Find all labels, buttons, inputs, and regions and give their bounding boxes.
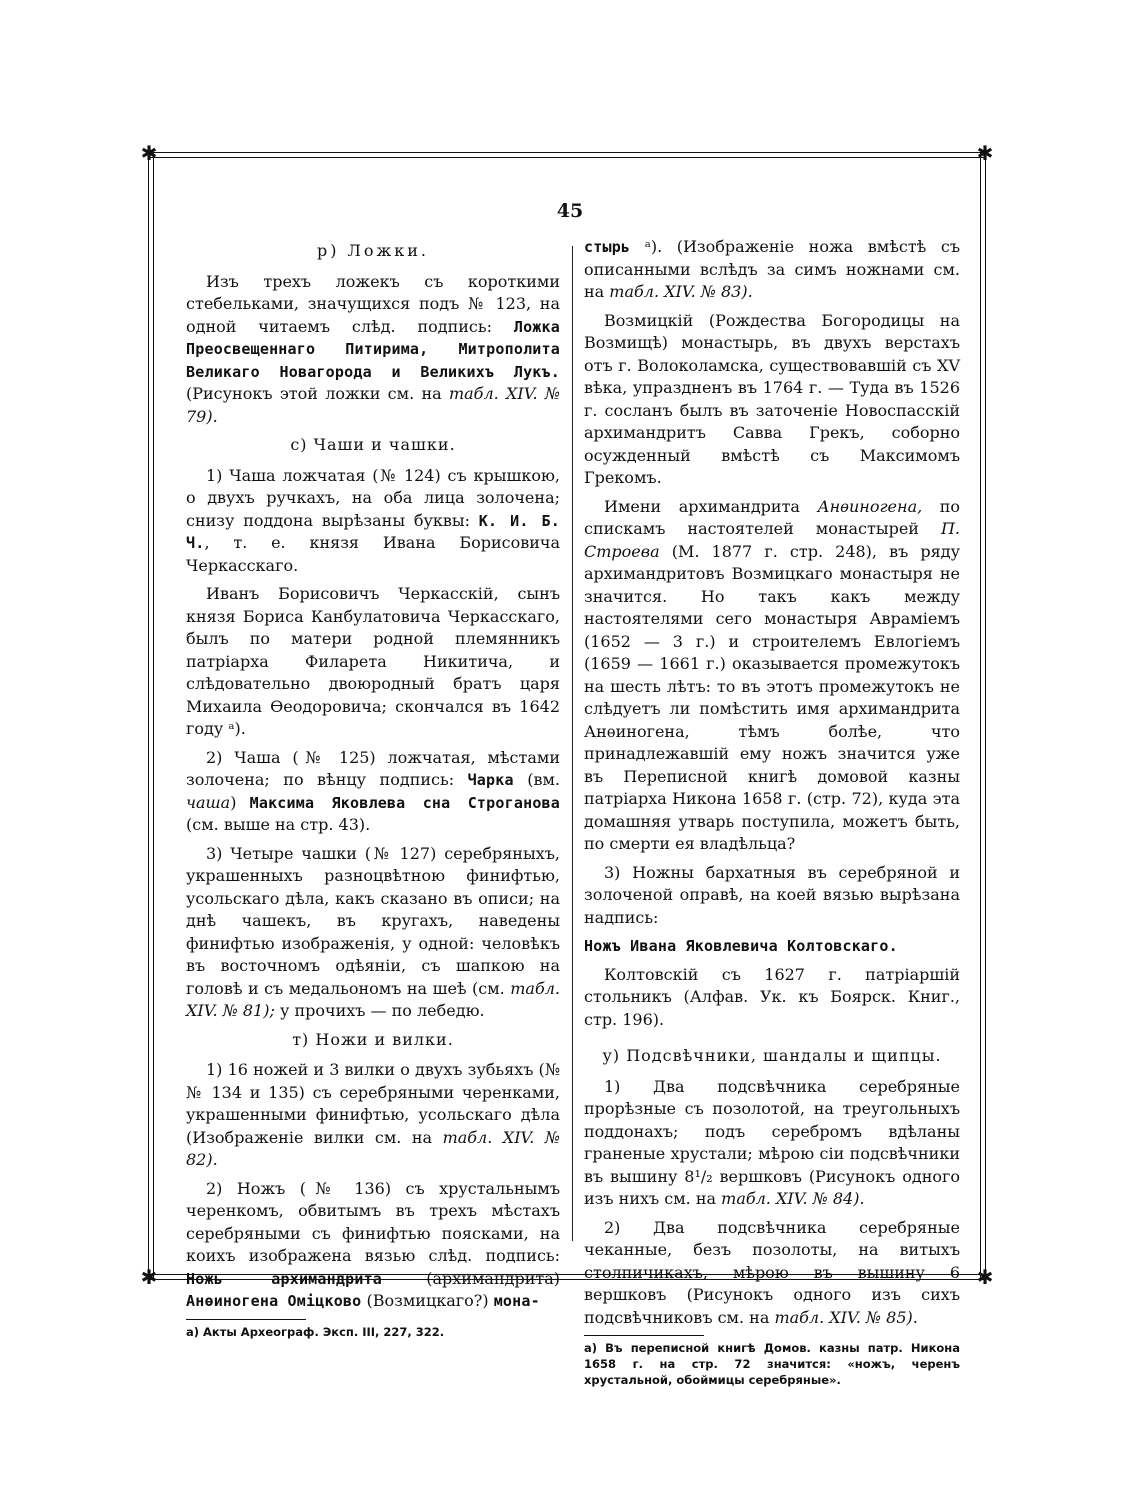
paragraph-sheath-inscription: [584, 935, 960, 958]
footnote-rule: [584, 1335, 704, 1336]
old-script-inscription: Чарка: [467, 771, 514, 789]
border-top-line: [148, 152, 986, 153]
paragraph-koltovsky: Колтовскій съ 1627 г. патріаршій стольникъ (Алфав. Ук. къ Боярск. Книг., стр. 196).: [584, 964, 960, 1029]
text-run: 1) Два подсвѣчника серебряные прорѣзные съ позолотой, на треугольныхъ поддонахъ; подъ серебромъ вдѣланы граненые хрустали; мѣрою сіи подсвѣчники въ вышину 8¹/₂ вершковъ (Рисунокъ одного изъ нихъ см. на: [584, 1076, 960, 1208]
table-reference: табл. XIV. № 85).: [774, 1307, 918, 1327]
table-reference: табл. XIV. № 82).: [186, 1127, 560, 1169]
page-number: 45: [556, 200, 584, 222]
paragraph-anfinogen: [584, 496, 960, 856]
right-column: [584, 236, 960, 1394]
border-top-line-inner: [148, 157, 986, 158]
text-run: 2) Чаша (№ 125) ложчатая, мѣстами золочена; по вѣнцу подпись:: [186, 747, 560, 789]
paragraph-knife-136: [186, 1178, 560, 1313]
old-script-inscription: Ножь архимандрита: [186, 1269, 383, 1288]
table-reference: табл. XIV. № 79).: [186, 384, 560, 426]
paragraph-cups-127: [186, 843, 560, 1023]
text-run: ᵃ). (Изображеніе ножа вмѣстѣ съ описанными вслѣдъ за симъ ножнами см. на: [584, 237, 960, 301]
border-right-line: [980, 152, 981, 1280]
border-right-line-inner: [985, 152, 986, 1280]
old-script-inscription: Анѳиногена Оміцково: [186, 1292, 362, 1310]
corner-ornament-icon: ✱: [976, 141, 994, 165]
old-script-inscription: стырь: [584, 238, 631, 256]
text-run: (вм.: [513, 770, 560, 789]
old-script-inscription: К. И. Б. Ч.: [186, 511, 560, 552]
paragraph-cup-125: [186, 747, 560, 837]
text-run: Имени архимандрита: [604, 496, 818, 516]
italic-name: Анѳиногена,: [817, 496, 923, 516]
old-script-inscription: мона-: [493, 1292, 540, 1310]
italic-word: чаша: [186, 792, 231, 812]
table-reference: табл. XIV. № 81);: [186, 978, 560, 1020]
footnote: а) Въ переписной книгѣ Домов. казны патр. Никона 1658 г. на стр. 72 значится: «ножъ, черенъ хрустальной, обоймицы серебряные».: [584, 1341, 960, 1387]
corner-ornament-icon: ✱: [976, 1265, 994, 1289]
paragraph-candlesticks-1: [584, 1076, 960, 1211]
text-run: (Возмицкаго?): [361, 1291, 494, 1310]
text-run: (архимандрита): [382, 1268, 560, 1288]
paragraph-spoons: [186, 271, 560, 429]
corner-ornament-icon: ✱: [140, 1265, 158, 1289]
footnote-rule: [186, 1319, 306, 1320]
old-script-inscription: Максима Яковлева сна Строганова: [249, 793, 561, 812]
paragraph-vozmitsky: Возмицкій (Рождества Богородицы на Возмищѣ) монастырь, въ двухъ верстахъ отъ г. Волоколамска, существовавшій съ XV вѣка, упраздненъ въ 1764 г. — Туда въ 1526 г. сосланъ былъ въ заточеніе Новоспасскій архимандритъ Савва Грекъ, соборно осужденный вмѣстѣ съ Максимомъ Грекомъ.: [584, 310, 960, 487]
italic-name: П. Строева: [584, 519, 960, 561]
section-heading-spoons: р) Ложки.: [316, 241, 430, 260]
footnote: а) Акты Археограф. Эксп. III, 227, 322.: [186, 1324, 445, 1339]
paragraph-knife-continued: [584, 236, 960, 304]
text-run: по спискамъ настоятелей монастырей: [584, 496, 960, 538]
text-run: (см. выше на стр. 43).: [186, 815, 371, 834]
paragraph-knives-134: [186, 1059, 560, 1172]
old-script-inscription: Ложка Преосвещеннаго Питирима, Митрополита Великаго Новагорода и Великихъ Лукъ.: [186, 317, 560, 381]
paragraph-cherkassky: Иванъ Борисовичъ Черкасскій, сынъ князя Бориса Канбулатовича Черкасскаго, былъ по матери родной племянникъ патріарха Филарета Никитича, и слѣдовательно двоюродный братъ царя Михаила Ѳеодоровича; скончался въ 1642 году ᵃ).: [186, 584, 560, 738]
text-run: 1) 16 ножей и 3 вилки о двухъ зубьяхъ (№№ 134 и 135) съ серебряными черенками, украшенными финифтью, усольскаго дѣла (Изображеніе вилки см. на: [186, 1060, 560, 1147]
text-run: (М. 1877 г. стр. 248), въ ряду архимандритовъ Возмицкаго монастыря не значится. Но такъ какъ между настоятелями сего монастыря Авраміемъ (1652 — 3 г.) и строителемъ Евлогіемъ (1659 — 1661 г.) оказывается промежутокъ на шесть лѣтъ: то въ этотъ промежутокъ не слѣдуетъ ли помѣстить имя архимандрита Анѳиногена, тѣмъ болѣе, что принадлежавшій ему ножъ значится уже въ Переписной книгѣ домовой казны патріарха Никона 1658 г. (стр. 72), куда эта домашняя утварь поступила, можетъ быть, по смерти ея владѣльца?: [584, 541, 960, 853]
text-run: 2) Два подсвѣчника серебряные чеканные, безъ позолоты, на витыхъ столпичикахъ, мѣрою въ вышину 6 вершковъ (Рисунокъ одного изъ сихъ подсвѣчниковъ см. на: [584, 1217, 960, 1327]
paragraph-candlesticks-2: [584, 1217, 960, 1330]
table-reference: табл. XIV. № 84).: [721, 1189, 865, 1208]
text-run: , т. е. князя Ивана Борисовича Черкасскаго.: [186, 533, 560, 575]
text-run: 3) Четыре чашки (№ 127) серебряныхъ, украшенныхъ разноцвѣтною финифтью, усольскаго дѣла, какъ сказано въ описи; на днѣ чашекъ, въ кругахъ, наведены финифтью изображенія, у одной: человѣкъ въ восточномъ одѣяніи, съ шапкою на головѣ и съ медальономъ на шеѣ (см.: [186, 843, 560, 998]
section-heading-candlesticks: у) Подсвѣчники, шандалы и щипцы.: [602, 1046, 942, 1065]
text-run: Изъ трехъ ложекъ съ короткими стебельками, значущихся подъ № 123, на одной читаемъ слѣд. подпись:: [186, 271, 560, 336]
column-divider: [572, 246, 573, 1241]
text-run: 2) Ножъ (№ 136) съ хрустальнымъ черенкомъ, обвитымъ въ трехъ мѣстахъ серебряными съ финифтью поясками, на коихъ изображена вязью слѣд. подпись:: [186, 1178, 560, 1265]
paragraph-sheath: 3) Ножны бархатныя въ серебряной и золоченой оправѣ, на коей вязью вырѣзана надпись:: [584, 862, 960, 927]
left-column: [186, 236, 560, 1346]
table-reference: табл. XIV. № 83).: [609, 282, 753, 301]
text-run: ): [230, 792, 250, 812]
paragraph-cup-124: [186, 465, 560, 578]
section-heading-cups: с) Чаши и чашки.: [290, 435, 456, 454]
text-run: у прочихъ — по лебедю.: [274, 1001, 485, 1020]
border-left-line: [148, 152, 149, 1280]
old-script-inscription: Ножъ Ивана Яковлевича Колтовскаго.: [584, 937, 898, 955]
border-left-line-inner: [153, 152, 154, 1280]
corner-ornament-icon: ✱: [140, 141, 158, 165]
text-run: 1) Чаша ложчатая (№ 124) съ крышкою, о двухъ ручкахъ, на оба лица золочена; снизу поддона вырѣзаны буквы:: [186, 465, 560, 530]
text-run: (Рисунокъ этой ложки см. на: [186, 384, 449, 403]
section-heading-knives: т) Ножи и вилки.: [292, 1029, 454, 1049]
